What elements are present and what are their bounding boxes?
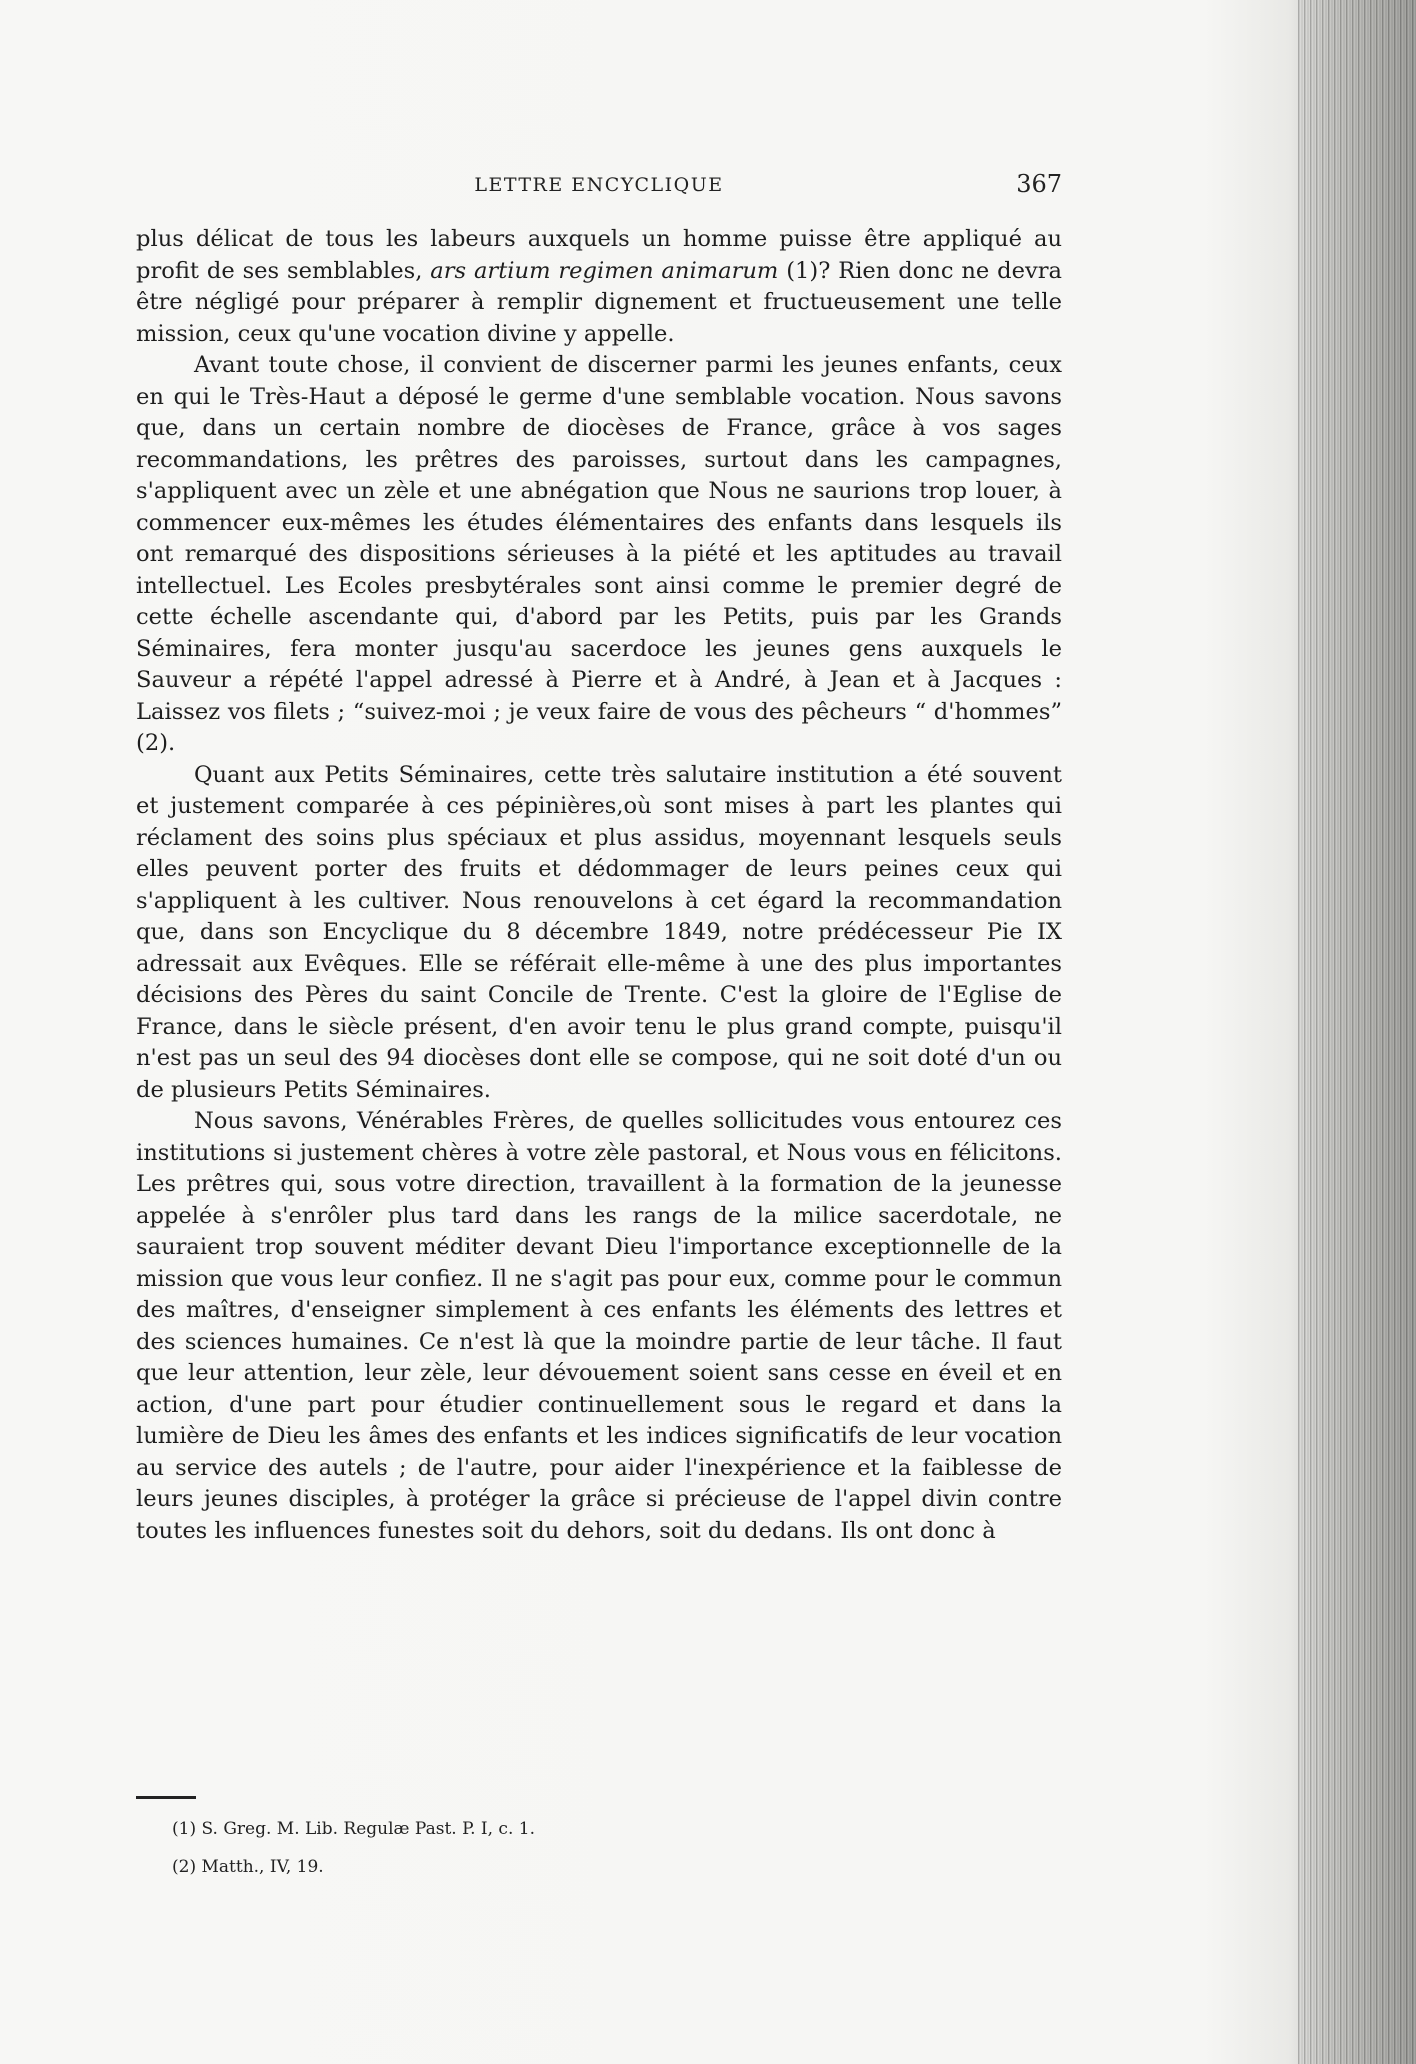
paragraph-1-start: plus délicat de tous les labeurs auxquels un homme puisse être appliqué au profit de ses semblables, [136,226,1062,284]
header-title: LETTRE ENCYCLIQUE [474,174,724,196]
footnote-1: (1) S. Greg. M. Lib. Regulæ Past. P. I, c. 1. [172,1819,535,1839]
footnote-rule [136,1796,196,1799]
paragraph-1 [136,224,1062,350]
latin-phrase: ars artium regimen animarum [430,257,779,284]
running-header [136,170,1062,204]
paragraph-4: Nous savons, Vénérables Frères, de quelles sollicitudes vous entourez ces institutions si justement chères à votre zèle pastoral, et Nous vous en félicitons. Les prêtres qui, sous votre direction, travaillent à la formation de la jeunesse appelée à s'enrôler plus tard dans les rangs de la milice sacerdotale, ne sauraient trop souvent méditer devant Dieu l'importance exceptionnelle de la mission que vous leur confiez. Il ne s'agit pas pour eux, comme pour le commun des maîtres, d'enseigner simplement à ces enfants les éléments des lettres et des sciences humaines. Ce n'est là que la moindre partie de leur tâche. Il faut que leur attention, leur zèle, leur dévouement soient sans cesse en éveil et en action, d'une part pour étudier continuellement sous le regard et dans la lumière de Dieu les âmes des enfants et les indices significatifs de leur vocation au service des autels ; de l'autre, pour aider l'inexpérience et la faiblesse de leurs jeunes disciples, à protéger la grâce si précieuse de l'appel divin contre toutes les influences funestes soit du dehors, soit du dedans. Ils ont donc à [136,1108,1062,1544]
paragraph-1-end: (1)? Rien donc ne devra être négligé pour préparer à remplir dignement et fructueusement une telle mission, ceux qu'une vocation divine y appelle. [136,257,1062,347]
footnote-2: (2) Matth., IV, 19. [172,1857,324,1877]
page-edges [1298,0,1416,2064]
paragraph-2: Avant toute chose, il convient de discerner parmi les jeunes enfants, ceux en qui le Très-Haut a déposé le germe d'une semblable vocation. Nous savons que, dans un certain nombre de diocèses de France, grâce à vos sages recommandations, les prêtres des paroisses, surtout dans les campagnes, s'appliquent avec un zèle et une abnégation que Nous ne saurions trop louer, à commencer eux-mêmes les études élémentaires des enfants dans lesquels ils ont remarqué des dispositions sérieuses à la piété et les aptitudes au travail intellectuel. Les Ecoles presbytérales sont ainsi comme le premier degré de cette échelle ascendante qui, d'abord par les Petits, puis par les Grands Séminaires, fera monter jusqu'au sacerdoce les jeunes gens auxquels le Sauveur a répété l'appel adressé à Pierre et à André, à Jean et à Jacques : Laissez vos filets ; “suivez-moi ; je veux faire de vous des pêcheurs “ d'hommes” (2). [136,352,1062,756]
footnotes [172,1810,535,1886]
page-number: 367 [1016,170,1062,198]
body-text [136,224,1062,1547]
paragraph-3: Quant aux Petits Séminaires, cette très salutaire institution a été souvent et justement comparée à ces pépinières,où sont mises à part les plantes qui réclament des soins plus spéciaux et plus assidus, moyennant lesquels seuls elles peuvent porter des fruits et dédommager de leurs peines ceux qui s'appliquent à les cultiver. Nous renouvelons à cet égard la recommandation que, dans son Encyclique du 8 décembre 1849, notre prédécesseur Pie IX adressait aux Evêques. Elle se référait elle-même à une des plus importantes décisions des Pères du saint Concile de Trente. C'est la gloire de l'Eglise de France, dans le siècle présent, d'en avoir tenu le plus grand compte, puisqu'il n'est pas un seul des 94 diocèses dont elle se compose, qui ne soit doté d'un ou de plusieurs Petits Séminaires. [136,761,1062,1103]
